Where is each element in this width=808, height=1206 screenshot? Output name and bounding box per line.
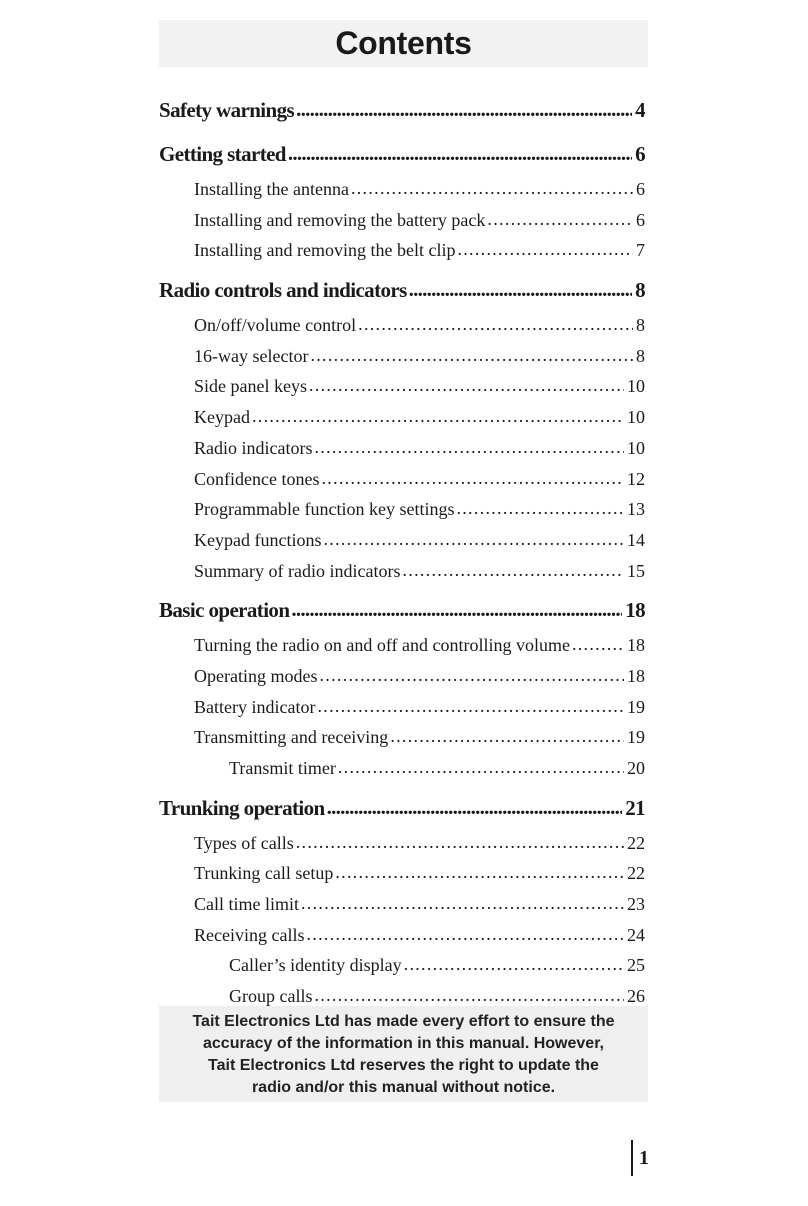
toc-section-entry[interactable] <box>159 90 645 130</box>
toc-subsection-entry[interactable] <box>159 371 645 402</box>
toc-subsection-entry[interactable] <box>159 525 645 556</box>
dot-leader <box>402 556 624 586</box>
toc-subsection-entry[interactable] <box>159 494 645 525</box>
toc-subsection-entry[interactable] <box>159 464 645 495</box>
toc-subsection-entry[interactable] <box>159 889 645 920</box>
toc-subsection-entry[interactable] <box>159 692 645 723</box>
toc-entry-title: Side panel keys <box>194 376 307 397</box>
dot-leader <box>409 270 632 309</box>
toc-subsection-entry[interactable] <box>159 235 645 266</box>
toc-subsection-entry[interactable] <box>159 341 645 372</box>
toc-entry-page: 4 <box>635 98 645 122</box>
toc-entry-page: 18 <box>627 635 645 656</box>
dot-leader <box>310 341 633 371</box>
toc-entry-title: Transmitting and receiving <box>194 727 389 748</box>
toc-entry-title: 16-way selector <box>194 345 309 366</box>
toc-entry-title: Radio controls and indicators <box>159 278 407 303</box>
dot-leader <box>288 134 632 173</box>
toc-entry-title: Basic operation <box>159 598 290 623</box>
toc-entry-page: 26 <box>627 986 645 1007</box>
toc-entry-title: Installing the antenna <box>194 179 349 199</box>
dot-leader <box>321 464 624 494</box>
toc-subsection-entry[interactable] <box>159 556 645 587</box>
toc-entry-title: Radio indicators <box>194 437 313 458</box>
toc-subsection-entry[interactable] <box>159 661 645 692</box>
toc-subsection-entry[interactable] <box>159 433 645 464</box>
toc-entry-page: 14 <box>627 529 645 550</box>
toc-entry-page: 21 <box>625 795 645 820</box>
toc-entry-title: Keypad <box>194 407 250 428</box>
toc-entry-page: 10 <box>627 376 645 397</box>
toc-entry-page: 18 <box>625 598 645 623</box>
toc-subsection-entry[interactable] <box>159 174 645 205</box>
toc-entry-title: Battery indicator <box>194 696 316 717</box>
toc-entry-title: On/off/volume control <box>194 315 357 336</box>
toc-section-entry[interactable] <box>159 788 645 828</box>
dot-leader <box>404 950 624 980</box>
page-title: Contents <box>335 25 472 61</box>
toc-entry-page: 20 <box>627 758 645 778</box>
toc-section-entry[interactable] <box>159 134 645 174</box>
toc-entry-page: 24 <box>627 924 645 945</box>
table-of-contents <box>159 90 645 1012</box>
dot-leader <box>457 235 633 265</box>
toc-entry-title: Keypad functions <box>194 529 322 550</box>
toc-subsection-entry[interactable] <box>159 753 645 784</box>
toc-entry-title: Installing and removing the belt clip <box>194 240 456 261</box>
dot-leader <box>358 310 633 340</box>
toc-entry-page: 10 <box>627 437 645 458</box>
toc-entry-page: 19 <box>627 727 645 748</box>
toc-entry-page: 6 <box>636 209 645 230</box>
toc-entry-title: Trunking call setup <box>194 863 334 884</box>
toc-entry-title: Installing and removing the battery pack <box>194 209 486 230</box>
dot-leader <box>319 661 624 691</box>
dot-leader <box>296 90 632 129</box>
toc-subsection-entry[interactable] <box>159 310 645 341</box>
toc-entry-title: Transmit timer <box>229 758 336 778</box>
toc-entry-title: Group calls <box>229 986 313 1007</box>
toc-subsection-entry[interactable] <box>159 205 645 236</box>
toc-entry-page: 8 <box>636 345 645 366</box>
page-number: 1 <box>631 1140 649 1176</box>
toc-entry-page: 23 <box>627 894 645 915</box>
toc-entry-page: 18 <box>627 665 645 686</box>
toc-entry-page: 22 <box>627 832 645 853</box>
dot-leader <box>390 722 624 752</box>
toc-entry-title: Receiving calls <box>194 924 305 945</box>
dot-leader <box>314 433 624 463</box>
dot-leader <box>323 525 624 555</box>
toc-entry-title: Safety warnings <box>159 98 295 122</box>
disclaimer-notice: Tait Electronics Ltd has made every effort to ensure the accuracy of the information in this manual. However, Tait Electronics Ltd reserves the right to update the radio and/or this manual without notice. <box>159 1006 648 1102</box>
toc-subsection-entry[interactable] <box>159 920 645 951</box>
toc-subsection-entry[interactable] <box>159 630 645 661</box>
toc-entry-page: 6 <box>635 142 645 166</box>
toc-entry-page: 25 <box>627 955 645 976</box>
dot-leader <box>327 788 623 827</box>
toc-subsection-entry[interactable] <box>159 402 645 433</box>
toc-entry-title: Programmable function key settings <box>194 499 455 520</box>
toc-entry-page: 22 <box>627 863 645 884</box>
toc-entry-title: Trunking operation <box>159 795 325 820</box>
dot-leader <box>296 828 624 858</box>
dot-leader <box>301 889 624 919</box>
toc-entry-title: Turning the radio on and off and controlling volume <box>194 635 570 656</box>
toc-entry-page: 8 <box>635 278 645 303</box>
toc-subsection-entry[interactable] <box>159 858 645 889</box>
toc-entry-page: 13 <box>627 499 645 520</box>
toc-entry-page: 15 <box>627 560 645 581</box>
dot-leader <box>291 590 622 629</box>
toc-section-entry[interactable] <box>159 590 645 630</box>
toc-subsection-entry[interactable] <box>159 722 645 753</box>
title-banner <box>159 20 648 67</box>
toc-entry-title: Confidence tones <box>194 468 320 489</box>
dot-leader <box>487 205 633 235</box>
dot-leader <box>309 371 624 401</box>
dot-leader <box>456 494 624 524</box>
dot-leader <box>572 630 624 660</box>
dot-leader <box>335 858 624 888</box>
toc-entry-title: Summary of radio indicators <box>194 560 401 581</box>
toc-entry-title: Types of calls <box>194 832 294 853</box>
dot-leader <box>338 753 624 783</box>
toc-entry-page: 19 <box>627 696 645 717</box>
toc-entry-page: 6 <box>636 179 645 199</box>
dot-leader <box>351 174 633 204</box>
toc-entry-page: 10 <box>627 407 645 428</box>
dot-leader <box>306 920 624 950</box>
dot-leader <box>317 692 624 722</box>
dot-leader <box>252 402 624 432</box>
toc-entry-title: Call time limit <box>194 894 299 915</box>
toc-subsection-entry[interactable] <box>159 828 645 859</box>
toc-entry-title: Operating modes <box>194 665 318 686</box>
toc-entry-page: 8 <box>636 315 645 336</box>
toc-subsection-entry[interactable] <box>159 950 645 981</box>
toc-entry-page: 7 <box>636 240 645 261</box>
toc-entry-page: 12 <box>627 468 645 489</box>
toc-section-entry[interactable] <box>159 270 645 310</box>
toc-entry-title: Getting started <box>159 142 286 166</box>
toc-entry-title: Caller’s identity display <box>229 955 402 976</box>
